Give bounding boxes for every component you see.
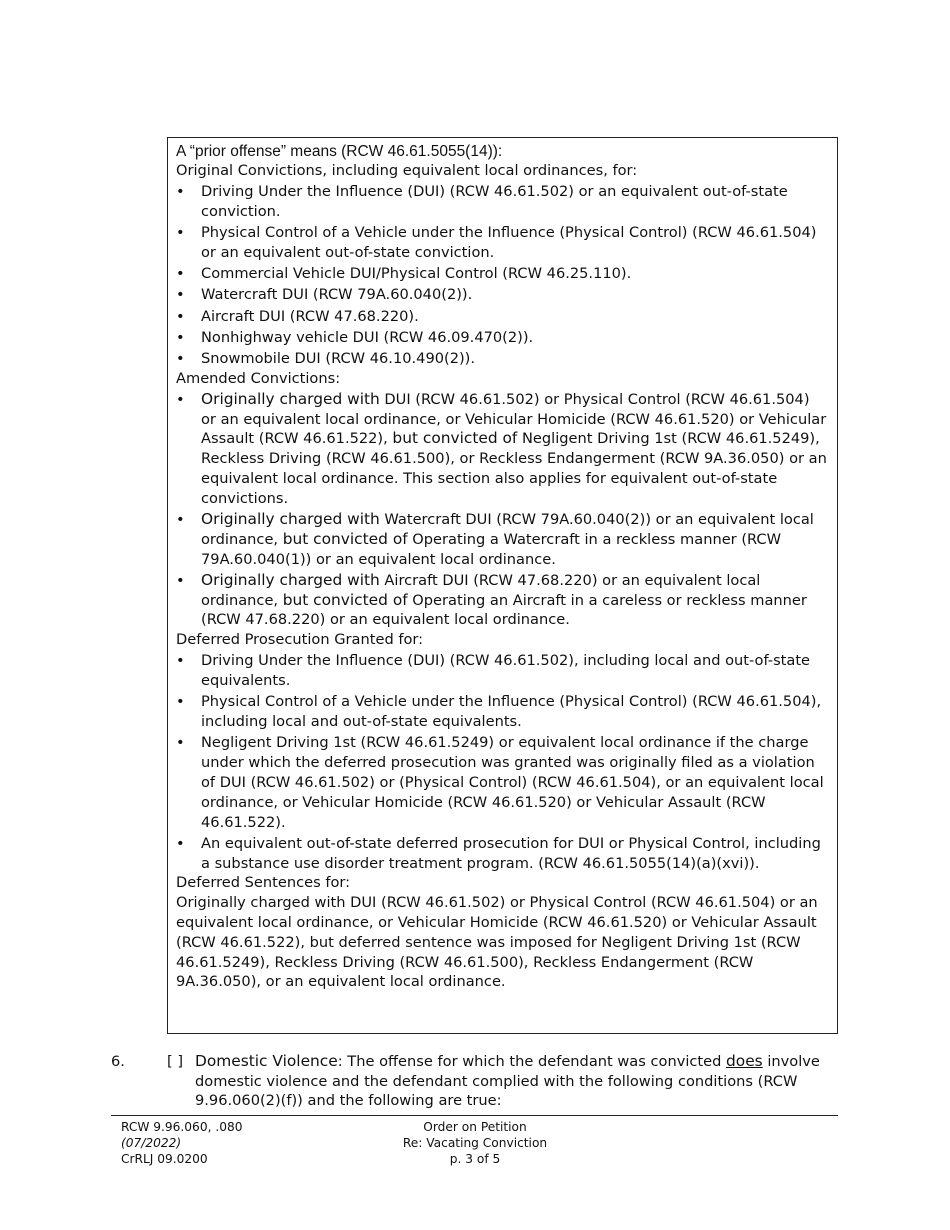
charged-text: Watercraft DUI (RCW 79A.60.040(2)) or an equivalent local ordinance, bbox=[201, 511, 814, 548]
charged-text: Aircraft DUI (RCW 47.68.220) or an equivalent local ordinance, bbox=[201, 571, 761, 609]
item-6-text-b: involve domestic violence and the defendant complied with the following conditions (RCW 9.96.060(2)(f)) and the following are true: bbox=[195, 1053, 820, 1110]
item-6-text bbox=[195, 1052, 835, 1111]
deferred-prosecution-heading: Deferred Prosecution Granted for: bbox=[176, 631, 424, 649]
list-item bbox=[176, 390, 829, 509]
amended-convictions-list bbox=[176, 390, 829, 630]
charged-text: DUI (RCW 46.61.502) or Physical Control (RCW 46.61.504) or an equivalent local ordinance, or Vehicular Homicide (RCW 46.61.520) or Vehicular Assault (RCW 46.61.522), bbox=[201, 390, 827, 448]
domestic-violence-checkbox[interactable]: [ ] bbox=[167, 1053, 184, 1070]
footer-form-number: CrRLJ 09.0200 bbox=[121, 1152, 208, 1166]
list-item bbox=[176, 510, 829, 569]
deferred-sentences-heading: Deferred Sentences for: bbox=[176, 874, 351, 892]
charged-lead: Originally charged with bbox=[201, 570, 380, 589]
list-item: • Nonhighway vehicle DUI (RCW 46.09.470(2)). bbox=[176, 328, 829, 348]
list-item: • Watercraft DUI (RCW 79A.60.040(2)). bbox=[176, 285, 829, 305]
footer-divider bbox=[111, 1115, 838, 1116]
original-convictions-heading: Original Convictions, including equivalent local ordinances, for: bbox=[176, 162, 638, 179]
convicted-lead: but convicted of bbox=[282, 590, 408, 609]
convicted-lead: but convicted of bbox=[392, 429, 518, 448]
item-6-text-a: : The offense for which the defendant was convicted bbox=[337, 1053, 727, 1070]
footer-title-2: Re: Vacating Conviction bbox=[402, 1136, 548, 1150]
convicted-text: Operating a Watercraft in a reckless manner (RCW 79A.60.040(1)) or an equivalent local ordinance. bbox=[201, 530, 782, 568]
charged-lead: Originally charged with bbox=[201, 389, 380, 408]
list-item: • An equivalent out-of-state deferred prosecution for DUI or Physical Control, including a substance use disorder treatment program. (RCW 46.61.5055(14)(a)(xvi)). bbox=[176, 834, 829, 874]
does-emphasis: does bbox=[726, 1052, 763, 1070]
footer-center bbox=[395, 1119, 555, 1167]
list-item bbox=[176, 571, 829, 630]
footer-left bbox=[121, 1119, 242, 1167]
prior-offense-box bbox=[167, 137, 838, 1034]
domestic-violence-label: Domestic Violence bbox=[195, 1052, 338, 1070]
amended-convictions-heading: Amended Convictions: bbox=[176, 369, 341, 387]
list-item: • Negligent Driving 1st (RCW 46.61.5249) or equivalent local ordinance if the charge under which the deferred prosecution was granted was originally filed as a violation of DUI (RCW 46.61.502) or (Physical Control) (RCW 46.61.504), or an equivalent local ordinance, or Vehicular Homicide (RCW 46.61.520) or Vehicular Assault (RCW 46.61.522). bbox=[176, 733, 829, 832]
footer-page: p. 3 of 5 bbox=[449, 1152, 501, 1166]
item-number: 6. bbox=[111, 1053, 125, 1070]
footer-date: (07/2022) bbox=[121, 1136, 182, 1150]
list-item: • Physical Control of a Vehicle under the Influence (Physical Control) (RCW 46.61.504) or an equivalent out-of-state conviction. bbox=[176, 223, 829, 263]
list-item: • Snowmobile DUI (RCW 46.10.490(2)). bbox=[176, 349, 829, 369]
original-convictions-list bbox=[176, 182, 829, 369]
list-item: • Physical Control of a Vehicle under the Influence (Physical Control) (RCW 46.61.504), including local and out-of-state equivalents. bbox=[176, 692, 829, 732]
prior-offense-intro: A “prior offense” means (RCW 46.61.5055(14)): bbox=[176, 143, 503, 160]
footer-statute: RCW 9.96.060, .080 bbox=[121, 1120, 243, 1134]
list-item: • Driving Under the Influence (DUI) (RCW 46.61.502), including local and out-of-state equivalents. bbox=[176, 651, 829, 691]
charged-lead: Originally charged with bbox=[201, 510, 380, 529]
convicted-text: Negligent Driving 1st (RCW 46.61.5249), Reckless Driving (RCW 46.61.500), or Reckless Endangerment (RCW 9A.36.050) or an equivalent local ordinance. This section also applies for equivalent out-of-state convictions. bbox=[201, 430, 827, 507]
deferred-sentences-text: Originally charged with DUI (RCW 46.61.502) or Physical Control (RCW 46.61.504) or an equivalent local ordinance, or Vehicular Homicide (RCW 46.61.520) or Vehicular Assault (RCW 46.61.522), but deferred sentence was imposed for Negligent Driving 1st (RCW 46.61.5249), Reckless Driving (RCW 46.61.500), Reckless Endangerment (RCW 9A.36.050), or an equivalent local ordinance. bbox=[176, 894, 818, 991]
footer-title-1: Order on Petition bbox=[423, 1120, 527, 1134]
deferred-prosecution-list bbox=[176, 651, 829, 873]
list-item: • Aircraft DUI (RCW 47.68.220). bbox=[176, 307, 829, 327]
list-item: • Commercial Vehicle DUI/Physical Control (RCW 46.25.110). bbox=[176, 264, 829, 284]
list-item: • Driving Under the Influence (DUI) (RCW 46.61.502) or an equivalent out-of-state conviction. bbox=[176, 182, 829, 222]
convicted-text: Operating an Aircraft in a careless or reckless manner (RCW 47.68.220) or an equivalent local ordinance. bbox=[201, 591, 807, 629]
convicted-lead: but convicted of bbox=[282, 529, 408, 548]
